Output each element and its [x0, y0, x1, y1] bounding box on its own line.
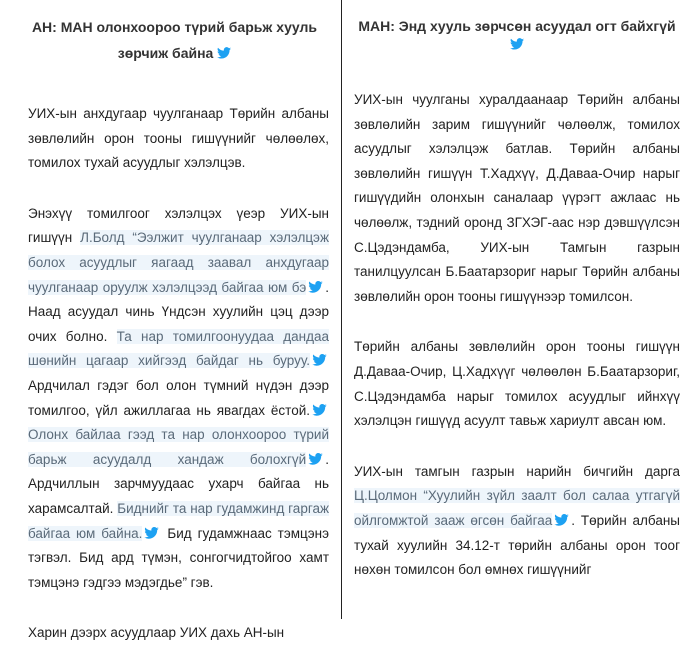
left-paragraph-2 — [28, 202, 329, 596]
tweetable-quote[interactable]: Та нар томилгоонуудаа дандаа шөнийн цагаар хийгээд байдаг нь буруу. — [28, 328, 329, 369]
right-title-text: МАН: Энд хууль зөрчсөн асуудал огт байхгүй — [358, 18, 676, 34]
right-paragraph-3 — [354, 460, 680, 583]
left-paragraph-1: УИХ-ын анхдугаар чуулганаар Төрийн албаны зөвлөлийн орон тооны гишүүнийг чөлөөлөх, томилох тухай асуудлыг хэлэлцэв. — [28, 106, 329, 171]
left-sentence: Бид гудамжнаас тэмцэнэ тэгвэл. Бид ард түмэн, сонгогчидтойгоо хамт тэмцэнэ гэдгээ мэдэгдье” гэв. — [28, 525, 329, 590]
twitter-bird-icon[interactable] — [308, 453, 323, 465]
tweetable-quote[interactable]: Л.Болд “Ээлжит чуулганаар хэлэлцэж болох асуудлыг яагаад заавал анхдугаар чуулганаар оруулж хэлэлцээд байгаа юм бэ — [28, 230, 329, 295]
twitter-bird-icon[interactable] — [554, 514, 569, 526]
right-title-tweet — [354, 38, 680, 52]
twitter-bird-icon[interactable] — [312, 354, 327, 366]
right-column-title — [354, 14, 680, 38]
twitter-bird-icon[interactable] — [217, 47, 231, 59]
right-p3-rest: . Төрийн албаны тухай хуулийн 34.12-т төрийн албаны орон тоог нөхөн томилсон бол өмнөх гишүүнийг — [354, 512, 680, 578]
left-sentence: . Ардчиллын зарчмуудаас ухарч байгаа нь харамсалтай. — [28, 451, 329, 516]
tweetable-quote[interactable]: Олонх байлаа гээд та нар олонхоороо түрий барьж асуудалд хандаж болохгүй — [28, 427, 329, 467]
left-sentence: Ардчилал гэдэг бол олон түмний нүдэн дээр томилгоо, үйл ажиллагаа нь явагдах ёстой. — [28, 377, 329, 418]
left-sentence: . Наад асуудал чинь Үндсэн хуулийн цэц дээр очих болно. — [28, 279, 329, 344]
left-column-title — [28, 14, 329, 66]
left-column — [0, 0, 341, 641]
left-p2-intro: Энэхүү томилгоог хэлэлцэх үеэр УИХ-ын гишүүн — [28, 205, 329, 246]
right-paragraph-2: Төрийн албаны зөвлөлийн орон тооны гишүүн Д.Даваа-Очир, Ц.Хадхүүг чөлөөлөн Б.Баатарзориг, С.Цэдэндамба нарыг томилох асуудлыг ийнхүү хэлэлцэн гишүүд асуулт тавьж хариулт авсан юм. — [354, 339, 680, 429]
twitter-bird-icon[interactable] — [144, 527, 159, 539]
twitter-bird-icon[interactable] — [312, 404, 327, 416]
right-column — [342, 0, 700, 619]
twitter-bird-icon[interactable] — [510, 38, 524, 50]
right-paragraph-1: УИХ-ын чуулганы хуралдаанаар Төрийн албаны зөвлөлийн зарим гишүүнийг чөлөөлж, томилох асуудлыг хэлэлцэж батлав. Төрийн албаны зөвлөлийн гишүүн Т.Хадхүү, Д.Даваа-Очир нарыг гишүүдийн олонхын саналаар үүрэгт ажлаас нь чөлөөлж, тэдний оронд ЗГХЭГ-аас нэр дэвшүүлсэн С.Цэдэндамба, УИХ-ын Тамгын газрын танилцуулсан Б.Баатарзориг нарыг Төрийн албаны зөвлөлийн орон тооны гишүүнээр томилсон. — [354, 92, 680, 304]
left-title-text: АН: МАН олонхоороо түрий барьж хууль зөрчиж байна — [31, 19, 318, 61]
tweetable-quote[interactable]: Ц.Цолмон “Хуулийн зүйл заалт бол салаа утгагүй ойлгомжтой зааж өгсөн байгаа — [354, 488, 680, 528]
left-paragraph-3: Харин дээрх асуудлаар УИХ дахь АН-ын — [28, 625, 285, 641]
tweetable-quote[interactable]: Биднийг та нар гудамжинд гаргаж байгаа юм байна. — [28, 500, 329, 541]
twitter-bird-icon[interactable] — [308, 281, 323, 293]
right-p3-intro: УИХ-ын тамгын газрын нарийн бичгийн дарга — [354, 463, 680, 479]
